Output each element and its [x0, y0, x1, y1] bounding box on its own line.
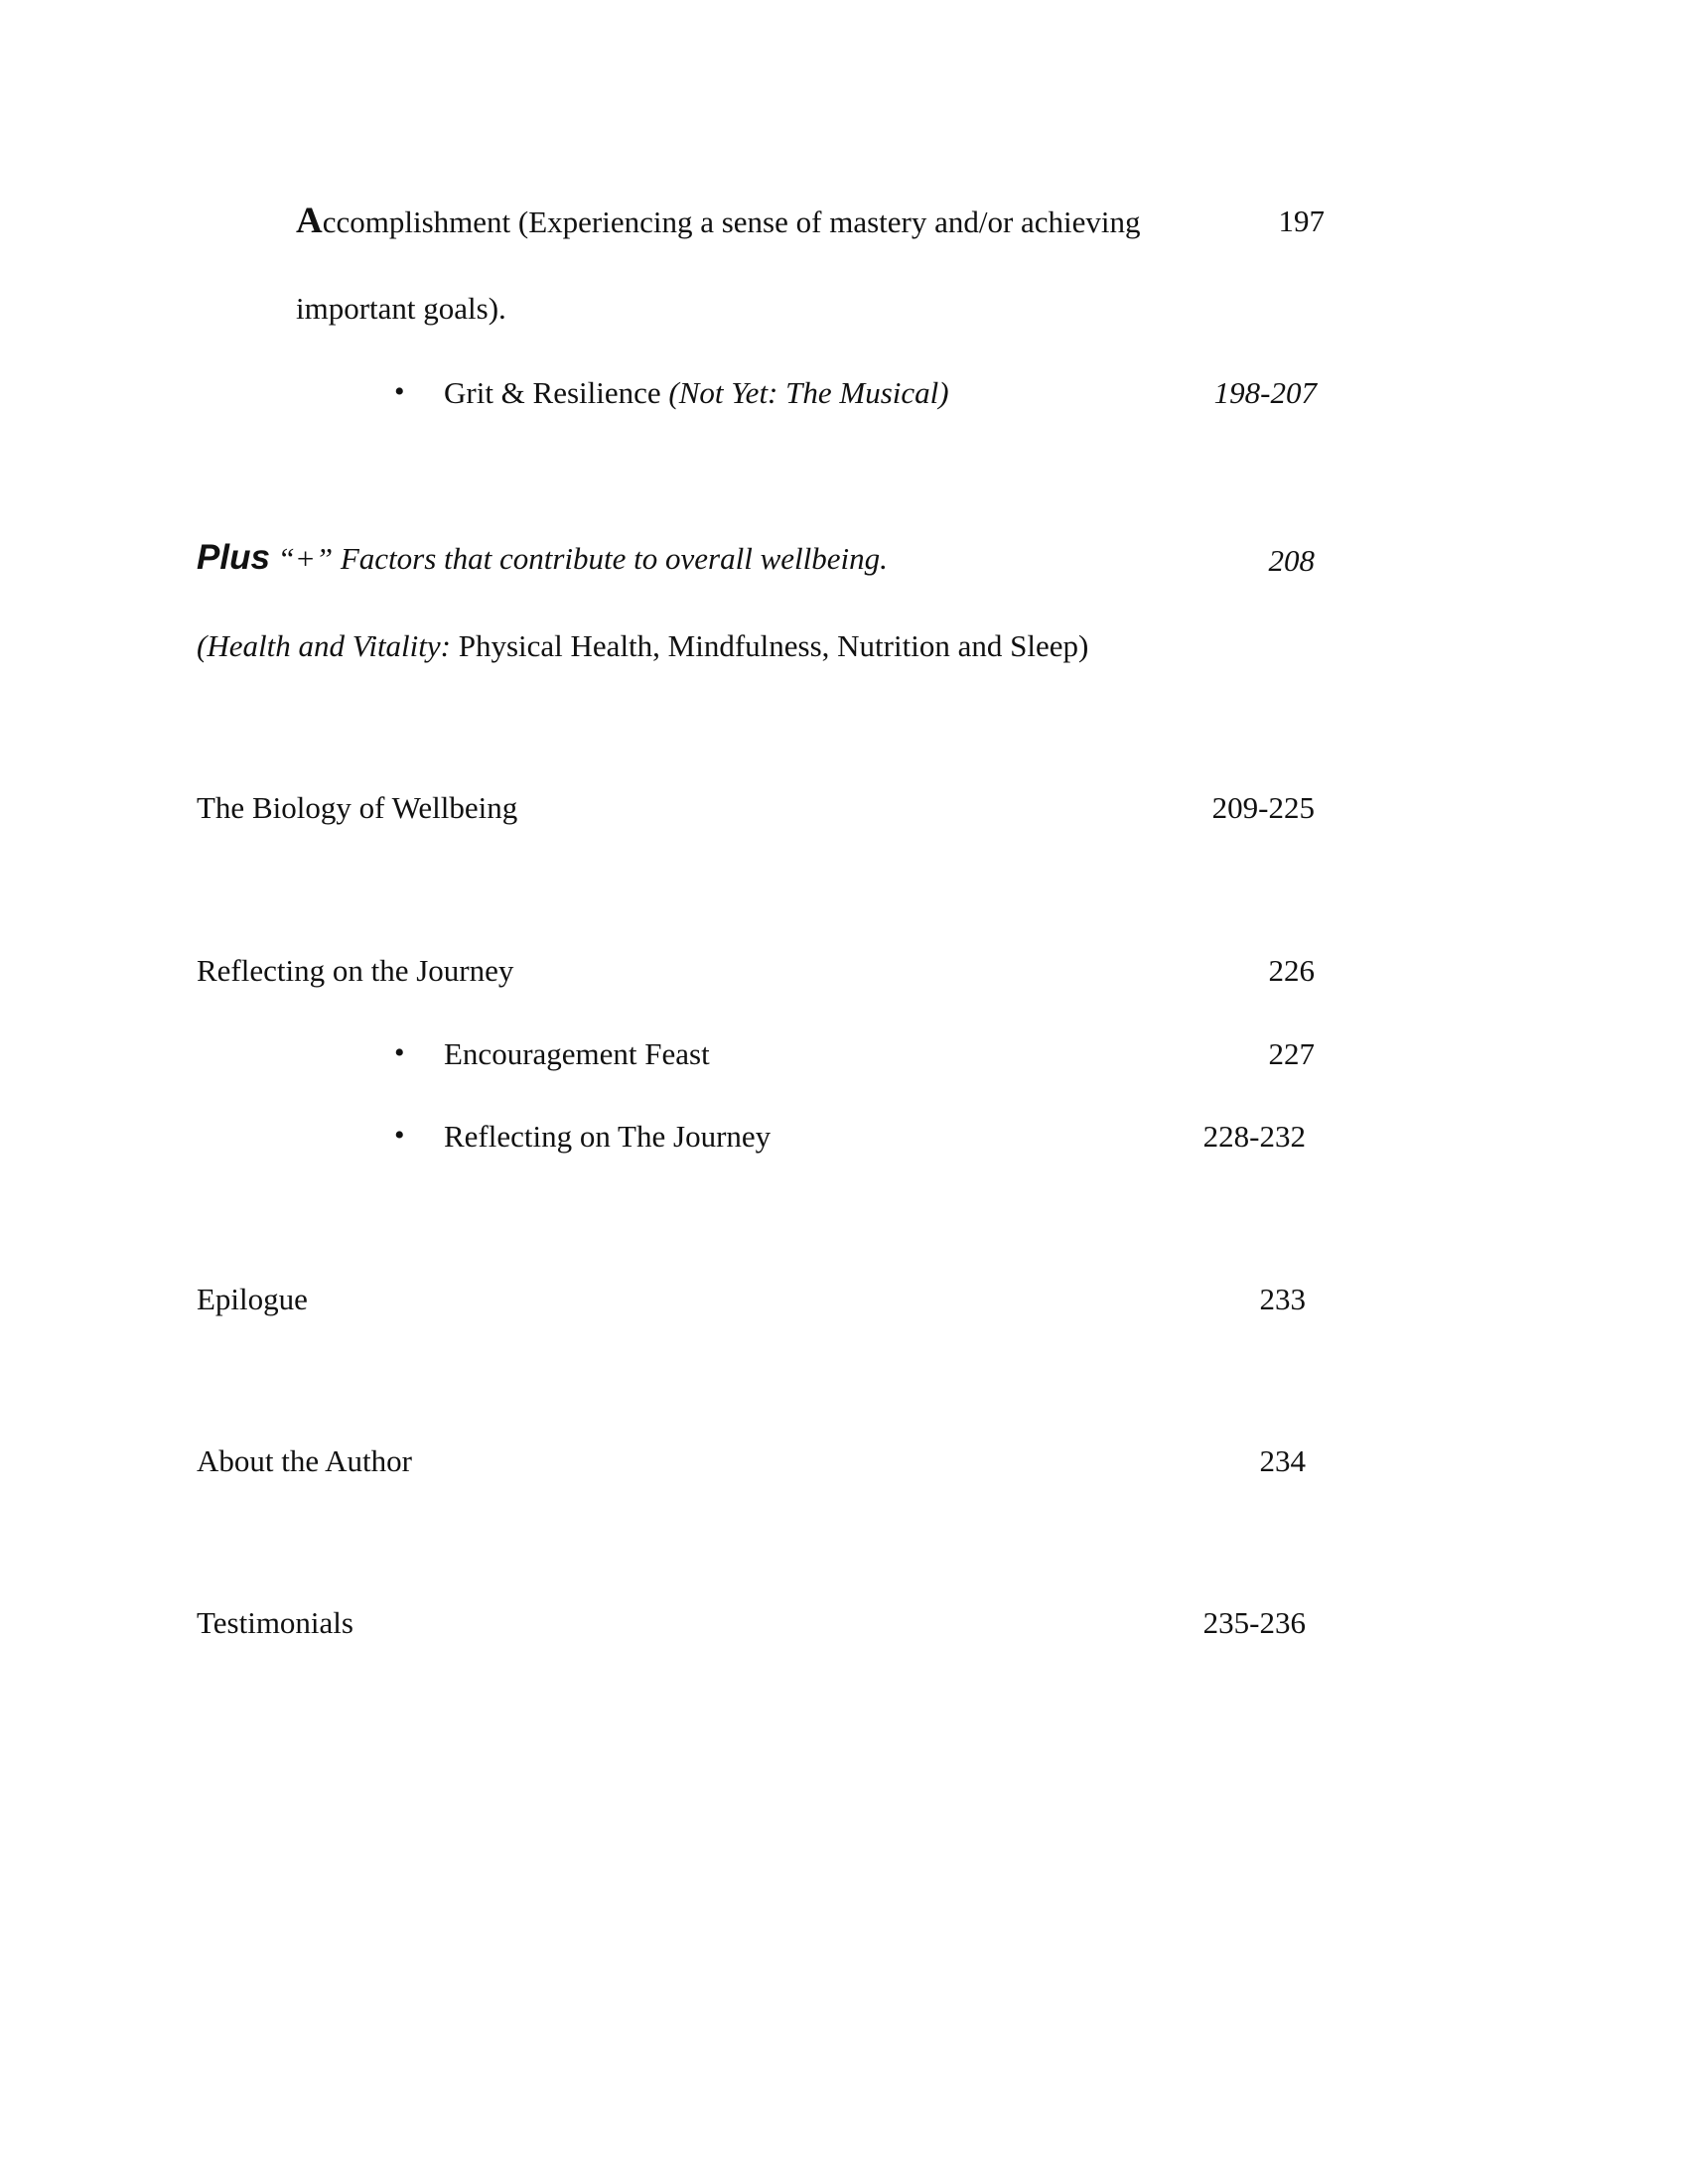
entry-continuation: important goals). — [296, 291, 506, 326]
entry-text: Grit & Resilience — [444, 375, 669, 410]
entry-italic: (Health and Vitality: — [197, 628, 451, 663]
toc-entry-reflecting-journey: Reflecting on The Journey — [444, 1119, 772, 1154]
toc-entry-about-author: About the Author — [197, 1443, 412, 1478]
toc-entry-accomplishment — [296, 202, 1141, 242]
entry-text: Physical Health, Mindfulness, Nutrition and Sleep) — [450, 628, 1089, 663]
page-number: 234 — [1259, 1443, 1306, 1478]
toc-entry-reflecting: Reflecting on the Journey — [197, 953, 514, 988]
page-number: 235-236 — [1202, 1605, 1306, 1640]
page-number: 233 — [1259, 1282, 1306, 1316]
toc-entry-testimonials: Testimonials — [197, 1605, 353, 1640]
page-number: 198-207 — [1213, 375, 1317, 410]
plus-word: Plus — [197, 538, 270, 577]
page-number: 208 — [1268, 543, 1315, 578]
entry-italic: (Not Yet: The Musical) — [668, 375, 949, 410]
toc-entry-biology: The Biology of Wellbeing — [197, 790, 518, 825]
entry-text: ccomplishment (Experiencing a sense of mastery and/or achieving — [322, 205, 1141, 239]
bullet-icon: • — [394, 1036, 405, 1069]
plus-subline — [197, 626, 1088, 666]
page-number: 197 — [1278, 204, 1325, 238]
page-number: 227 — [1268, 1036, 1315, 1071]
toc-entry-feast: Encouragement Feast — [444, 1036, 710, 1071]
toc-entry-plus — [197, 538, 888, 579]
bullet-icon: • — [394, 375, 405, 408]
entry-italic: “+” Factors that contribute to overall wellbeing. — [269, 541, 888, 576]
page-number: 226 — [1268, 953, 1315, 988]
page-number: 228-232 — [1202, 1119, 1306, 1154]
page-number: 209-225 — [1211, 790, 1315, 825]
toc-entry-epilogue: Epilogue — [197, 1282, 308, 1316]
drop-initial: A — [296, 201, 323, 241]
bullet-icon: • — [394, 1119, 405, 1152]
toc-entry-grit — [444, 373, 949, 413]
